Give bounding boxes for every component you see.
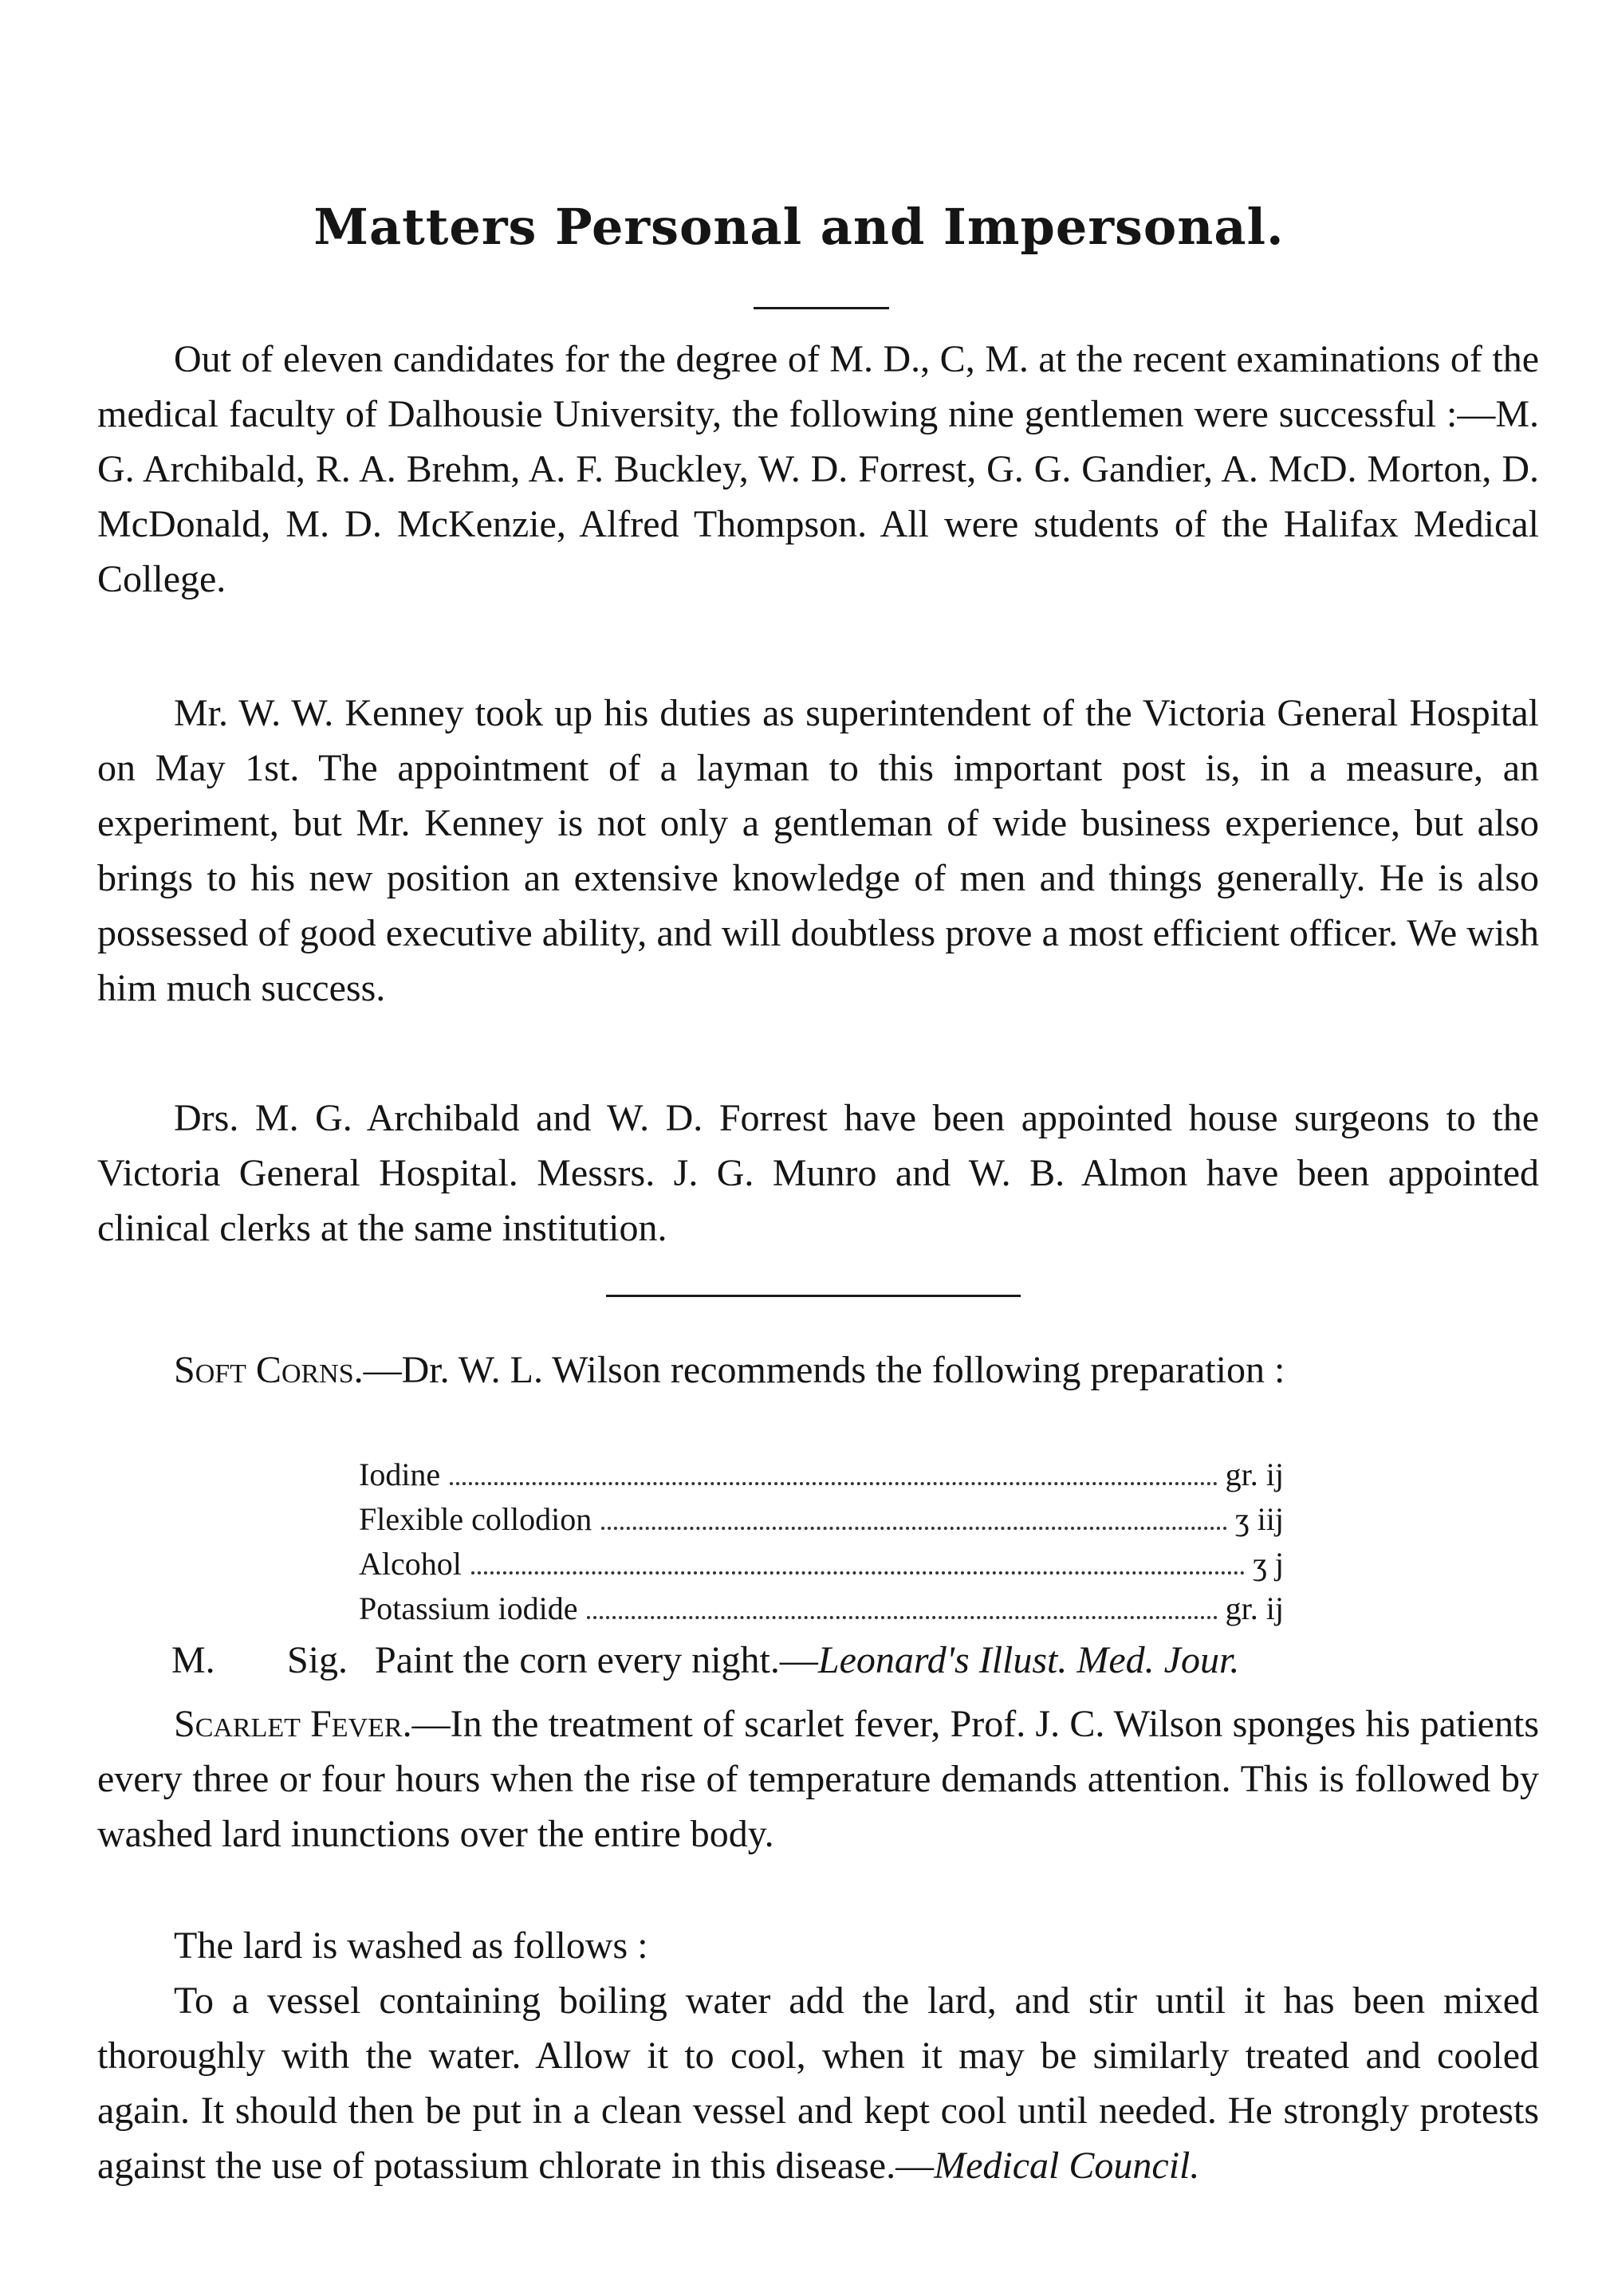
recipe-ingredient: Iodine [359, 1457, 441, 1492]
recipe-signature-line [171, 1633, 1535, 1688]
recipe-list [359, 1453, 1284, 1631]
lard-source: Medical Council. [934, 2145, 1200, 2187]
recipe-leader-dots [450, 1482, 1217, 1485]
recipe-ingredient: Alcohol [359, 1546, 462, 1582]
recipe-item [359, 1542, 1284, 1586]
recipe-quantity: ʒ j [1253, 1546, 1284, 1582]
sig-m: M. [171, 1639, 215, 1681]
recipe-quantity: ʒ iij [1234, 1501, 1284, 1537]
paragraph-graduates: Out of eleven candidates for the degree of M. D., C, M. at the recent examinations of the medical faculty of Dalhousie University, the following nine gentlemen were successful :—M. G. Archibald, R. A. Brehm, A. F. Buckley, W. D. Forrest, G. G. Gandier, A. McD. Morton, D. McDonald, M. D. McKenzie, Alfred Thompson. All were students of the Halifax Medical College. [97, 338, 1539, 600]
paragraph-soft-corns [97, 1343, 1539, 1398]
sig-source: Leonard's Illust. Med. Jour. [817, 1639, 1240, 1681]
recipe-leader-dots [471, 1571, 1245, 1575]
recipe-ingredient: Potassium iodide [359, 1590, 578, 1626]
recipe-item [359, 1497, 1284, 1542]
recipe-item [359, 1586, 1284, 1631]
sig-directions [375, 1633, 1535, 1688]
recipe-quantity: gr. ij [1225, 1457, 1284, 1492]
sig-text: Paint the corn every night.— [375, 1639, 818, 1681]
paragraph-lard-intro: The lard is washed as follows : [174, 1924, 648, 1967]
scarlet-fever-text: —In the treatment of scarlet fever, Prof. J. C. Wilson sponges his patients every three or four hours when the rise of temperature demands attention. This is followed by washed lard inunctions over the entire body. [97, 1703, 1540, 1855]
scarlet-fever-heading: Scarlet Fever. [174, 1703, 412, 1745]
paragraph-kenney: Mr. W. W. Kenney took up his duties as superintendent of the Victoria General Hospital on May 1st. The appointment of a layman to this important post is, in a measure, an experiment, but Mr. Kenney is not only a gentleman of wide business experience, but also brings to his new position an extensive knowledge of men and things generally. He is also possessed of good executive ability, and will doubtless prove a most efficient officer. We wish him much success. [97, 692, 1539, 1009]
paragraph-lard-method [97, 1973, 1539, 2193]
lard-method-text: To a vessel containing boiling water add the lard, and stir until it has been mixed thoroughly with the water. Allow it to cool, when it may be similarly treated and cooled again. It should then be put in a clean vessel and kept cool until needed. He strongly protests against the use of potassium chlorate in this disease.— [97, 1980, 1539, 2187]
page-title: Matters Personal and Impersonal. [313, 198, 1285, 256]
recipe-ingredient: Flexible collodion [359, 1501, 592, 1537]
soft-corns-text: —Dr. W. L. Wilson recommends the following preparation : [363, 1349, 1285, 1391]
paragraph-house-surgeons: Drs. M. G. Archibald and W. D. Forrest have been appointed house surgeons to the Victoria General Hospital. Messrs. J. G. Munro and W. B. Almon have been appointed clinical clerks at the same institution. [97, 1097, 1539, 1249]
paragraph-scarlet-fever [97, 1696, 1539, 1862]
recipe-item [359, 1453, 1284, 1497]
section-rule [606, 1295, 1021, 1297]
soft-corns-heading: Soft Corns. [174, 1349, 364, 1391]
title-rule [754, 307, 889, 309]
recipe-leader-dots [587, 1616, 1217, 1619]
sig-label: Sig. [287, 1639, 348, 1681]
recipe-leader-dots [601, 1527, 1227, 1530]
recipe-quantity: gr. ij [1225, 1590, 1284, 1626]
